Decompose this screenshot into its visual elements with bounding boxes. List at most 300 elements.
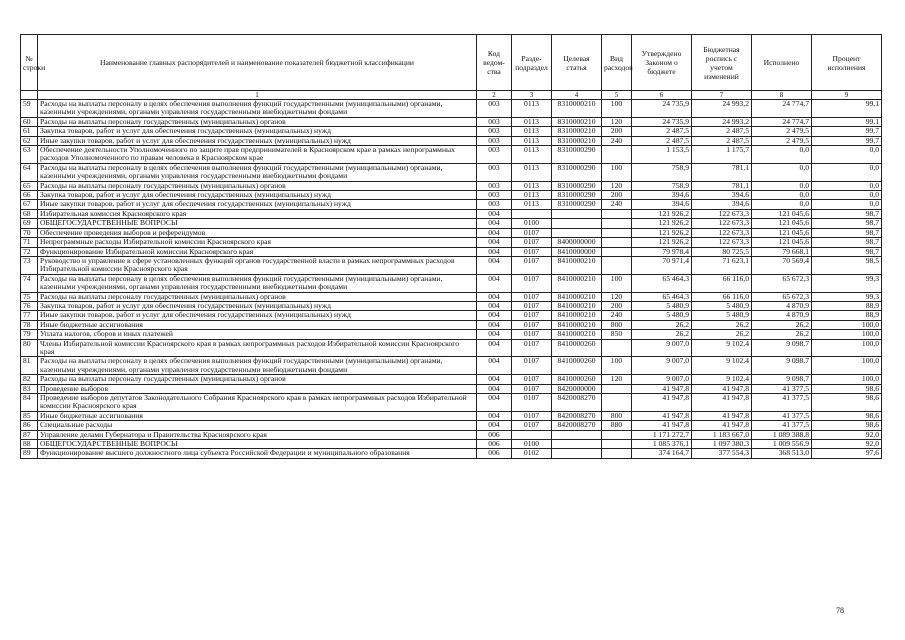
row-approved: 1 153,5 bbox=[632, 146, 692, 164]
row-expense-type bbox=[602, 219, 632, 228]
row-expense-type bbox=[602, 384, 632, 393]
row-expense-type bbox=[602, 256, 632, 274]
row-budget-schedule: 5 480,9 bbox=[692, 301, 752, 310]
table-row bbox=[21, 411, 882, 420]
row-number: 67 bbox=[21, 200, 38, 209]
row-budget-schedule: 9 102,4 bbox=[692, 375, 752, 384]
row-dept-code: 003 bbox=[477, 146, 512, 164]
row-budget-schedule: 41 947,8 bbox=[692, 421, 752, 430]
row-expense-type: 200 bbox=[602, 191, 632, 200]
row-section: 0107 bbox=[512, 292, 552, 301]
row-percent: 100,0 bbox=[812, 375, 882, 384]
table-row bbox=[21, 238, 882, 247]
row-budget-schedule: 9 102,4 bbox=[692, 357, 752, 375]
row-executed: 4 870,9 bbox=[752, 311, 812, 320]
row-name: Проведение выборов bbox=[38, 384, 477, 393]
row-budget-schedule: 394,6 bbox=[692, 191, 752, 200]
row-name: ОБЩЕГОСУДАРСТВЕННЫЕ ВОПРОСЫ bbox=[38, 219, 477, 228]
row-expense-type: 100 bbox=[602, 163, 632, 181]
row-target-item: 8420000000 bbox=[552, 384, 602, 393]
table-row bbox=[21, 357, 882, 375]
table-row bbox=[21, 339, 882, 357]
row-section: 0113 bbox=[512, 163, 552, 181]
row-expense-type bbox=[602, 449, 632, 458]
row-executed: 121 045,6 bbox=[752, 219, 812, 228]
row-executed: 9 098,7 bbox=[752, 357, 812, 375]
row-executed: 121 045,6 bbox=[752, 209, 812, 218]
row-budget-schedule: 66 116,0 bbox=[692, 292, 752, 301]
row-number: 74 bbox=[21, 274, 38, 292]
table-row bbox=[21, 311, 882, 320]
row-approved: 2 487,5 bbox=[632, 127, 692, 136]
row-section: 0107 bbox=[512, 256, 552, 274]
row-number: 87 bbox=[21, 430, 38, 439]
row-section: 0107 bbox=[512, 411, 552, 420]
row-percent: 0,0 bbox=[812, 200, 882, 209]
row-number: 77 bbox=[21, 311, 38, 320]
row-executed: 9 098,7 bbox=[752, 339, 812, 357]
budget-table bbox=[20, 34, 882, 459]
row-percent: 99,7 bbox=[812, 127, 882, 136]
row-dept-code: 004 bbox=[477, 330, 512, 339]
row-expense-type bbox=[602, 146, 632, 164]
row-section: 0107 bbox=[512, 247, 552, 256]
row-executed: 2 479,5 bbox=[752, 136, 812, 145]
row-dept-code: 003 bbox=[477, 191, 512, 200]
row-percent: 92,0 bbox=[812, 440, 882, 449]
header-target-item: Целевая статья bbox=[552, 35, 602, 91]
page-number: 78 bbox=[836, 606, 844, 615]
row-target-item bbox=[552, 219, 602, 228]
row-budget-schedule: 377 554,3 bbox=[692, 449, 752, 458]
row-name: Уплата налогов, сборов и иных платежей bbox=[38, 330, 477, 339]
header-row bbox=[21, 35, 882, 91]
table-row bbox=[21, 274, 882, 292]
row-name: Иные закупки товаров, работ и услуг для обеспечения государственных (муниципальных) нужд bbox=[38, 200, 477, 209]
row-budget-schedule: 781,1 bbox=[692, 163, 752, 181]
row-target-item: 8420008270 bbox=[552, 394, 602, 412]
header-percent: Процент исполнения bbox=[812, 35, 882, 91]
row-percent: 92,0 bbox=[812, 430, 882, 439]
row-target-item bbox=[552, 440, 602, 449]
table-row bbox=[21, 394, 882, 412]
row-executed: 26,2 bbox=[752, 330, 812, 339]
row-percent: 100,0 bbox=[812, 330, 882, 339]
row-name: Расходы на выплаты персоналу в целях обеспечения выполнения функций государственными (муниципальными) органами, казенными учреждениями, органами управления государственными внебюджетными фондами bbox=[38, 100, 477, 118]
row-percent: 99,1 bbox=[812, 100, 882, 118]
row-dept-code: 006 bbox=[477, 430, 512, 439]
row-name: Руководство и управление в сфере установленных функций органов государственной власти в рамках непрограммных расходов Избирательной комиссии Красноярского края bbox=[38, 256, 477, 274]
row-name: Избирательная комиссия Красноярского края bbox=[38, 209, 477, 218]
row-executed: 65 672,3 bbox=[752, 274, 812, 292]
row-percent: 88,9 bbox=[812, 301, 882, 310]
row-target-item: 8310000210 bbox=[552, 127, 602, 136]
row-percent: 0,0 bbox=[812, 191, 882, 200]
row-target-item: 8310000290 bbox=[552, 191, 602, 200]
row-expense-type: 100 bbox=[602, 274, 632, 292]
row-executed: 79 668,1 bbox=[752, 247, 812, 256]
row-section: 0107 bbox=[512, 384, 552, 393]
row-executed: 41 377,5 bbox=[752, 411, 812, 420]
row-expense-type: 800 bbox=[602, 411, 632, 420]
row-dept-code: 004 bbox=[477, 357, 512, 375]
header-name: Наименование главных распорядителей и наименование показателей бюджетной классификации bbox=[38, 35, 477, 91]
row-name: Обеспечение проведения выборов и референдумов bbox=[38, 228, 477, 237]
row-budget-schedule: 122 673,3 bbox=[692, 219, 752, 228]
row-percent: 88,9 bbox=[812, 311, 882, 320]
row-percent: 98,7 bbox=[812, 247, 882, 256]
row-target-item: 8310000210 bbox=[552, 117, 602, 126]
row-number: 83 bbox=[21, 384, 38, 393]
row-percent: 0,0 bbox=[812, 163, 882, 181]
row-percent: 98,7 bbox=[812, 228, 882, 237]
row-dept-code: 004 bbox=[477, 339, 512, 357]
row-target-item: 8420008270 bbox=[552, 421, 602, 430]
header-section: Разде-подраздел bbox=[512, 35, 552, 91]
row-name: Расходы на выплаты персоналу в целях обеспечения выполнения функций государственными (муниципальными) органами, казенными учреждениями, органами управления государственными внебюджетными фондами bbox=[38, 274, 477, 292]
row-approved: 121 926,2 bbox=[632, 238, 692, 247]
row-number: 68 bbox=[21, 209, 38, 218]
row-percent: 99,7 bbox=[812, 136, 882, 145]
row-number: 86 bbox=[21, 421, 38, 430]
header-row-number: № строки bbox=[21, 35, 38, 91]
row-dept-code: 004 bbox=[477, 394, 512, 412]
row-number: 64 bbox=[21, 163, 38, 181]
row-dept-code: 004 bbox=[477, 238, 512, 247]
row-section: 0113 bbox=[512, 181, 552, 190]
row-executed: 121 045,6 bbox=[752, 238, 812, 247]
row-expense-type: 100 bbox=[602, 357, 632, 375]
row-target-item bbox=[552, 430, 602, 439]
row-approved: 5 480,9 bbox=[632, 311, 692, 320]
row-dept-code: 003 bbox=[477, 100, 512, 118]
row-section: 0107 bbox=[512, 228, 552, 237]
row-name: Функционирование высшего должностного лица субъекта Российской Федерации и муниципального образования bbox=[38, 449, 477, 458]
row-approved: 41 947,8 bbox=[632, 421, 692, 430]
row-dept-code: 004 bbox=[477, 311, 512, 320]
row-approved: 121 926,2 bbox=[632, 209, 692, 218]
column-number: 4 bbox=[552, 91, 602, 100]
row-executed: 65 672,3 bbox=[752, 292, 812, 301]
row-percent: 100,0 bbox=[812, 320, 882, 329]
row-section: 0113 bbox=[512, 146, 552, 164]
header-dept-code: Код ведом-ства bbox=[477, 35, 512, 91]
row-dept-code: 004 bbox=[477, 228, 512, 237]
row-percent: 0,0 bbox=[812, 146, 882, 164]
row-approved: 65 464,3 bbox=[632, 292, 692, 301]
row-approved: 121 926,2 bbox=[632, 219, 692, 228]
row-expense-type bbox=[602, 247, 632, 256]
row-percent: 97,6 bbox=[812, 449, 882, 458]
row-section: 0107 bbox=[512, 330, 552, 339]
row-approved: 121 926,2 bbox=[632, 228, 692, 237]
row-expense-type: 240 bbox=[602, 200, 632, 209]
table-row bbox=[21, 247, 882, 256]
table-row bbox=[21, 200, 882, 209]
row-target-item: 8410000210 bbox=[552, 256, 602, 274]
row-budget-schedule: 122 673,3 bbox=[692, 209, 752, 218]
row-approved: 1 085 376,1 bbox=[632, 440, 692, 449]
row-dept-code: 004 bbox=[477, 292, 512, 301]
row-approved: 394,6 bbox=[632, 200, 692, 209]
row-budget-schedule: 122 673,3 bbox=[692, 228, 752, 237]
row-expense-type: 850 bbox=[602, 330, 632, 339]
row-percent: 100,0 bbox=[812, 339, 882, 357]
row-section: 0100 bbox=[512, 219, 552, 228]
header-approved: Утверждено Законом о бюджете bbox=[632, 35, 692, 91]
row-target-item: 8310000290 bbox=[552, 181, 602, 190]
row-budget-schedule: 122 673,3 bbox=[692, 238, 752, 247]
row-executed: 41 377,5 bbox=[752, 384, 812, 393]
row-approved: 9 007,0 bbox=[632, 357, 692, 375]
row-percent: 0,0 bbox=[812, 181, 882, 190]
row-executed: 0,0 bbox=[752, 191, 812, 200]
row-section: 0107 bbox=[512, 301, 552, 310]
row-approved: 24 735,9 bbox=[632, 100, 692, 118]
row-budget-schedule: 66 116,0 bbox=[692, 274, 752, 292]
row-percent: 98,5 bbox=[812, 256, 882, 274]
row-percent: 98,6 bbox=[812, 411, 882, 420]
table-row bbox=[21, 330, 882, 339]
row-budget-schedule: 71 623,1 bbox=[692, 256, 752, 274]
table-row bbox=[21, 146, 882, 164]
row-name: Расходы на выплаты персоналу государственных (муниципальных) органов bbox=[38, 292, 477, 301]
row-executed: 24 774,7 bbox=[752, 100, 812, 118]
row-section: 0113 bbox=[512, 136, 552, 145]
row-executed: 368 513,0 bbox=[752, 449, 812, 458]
row-percent: 98,7 bbox=[812, 209, 882, 218]
row-number: 81 bbox=[21, 357, 38, 375]
row-budget-schedule: 1 183 667,0 bbox=[692, 430, 752, 439]
row-expense-type bbox=[602, 238, 632, 247]
row-executed: 26,2 bbox=[752, 320, 812, 329]
row-name: Закупка товаров, работ и услуг для обеспечения государственных (муниципальных) нужд bbox=[38, 127, 477, 136]
row-approved: 26,2 bbox=[632, 330, 692, 339]
row-approved: 374 164,7 bbox=[632, 449, 692, 458]
row-expense-type bbox=[602, 440, 632, 449]
budget-report-sheet bbox=[20, 34, 881, 459]
row-dept-code: 003 bbox=[477, 181, 512, 190]
row-section: 0107 bbox=[512, 375, 552, 384]
row-section: 0107 bbox=[512, 238, 552, 247]
row-expense-type: 240 bbox=[602, 136, 632, 145]
column-number: 3 bbox=[512, 91, 552, 100]
table-body bbox=[21, 100, 882, 459]
table-row bbox=[21, 421, 882, 430]
row-number: 66 bbox=[21, 191, 38, 200]
row-executed: 0,0 bbox=[752, 146, 812, 164]
column-number: 2 bbox=[477, 91, 512, 100]
row-target-item: 8410000210 bbox=[552, 330, 602, 339]
row-expense-type bbox=[602, 394, 632, 412]
row-target-item: 8410000260 bbox=[552, 375, 602, 384]
row-expense-type bbox=[602, 430, 632, 439]
row-section: 0113 bbox=[512, 100, 552, 118]
row-section: 0113 bbox=[512, 127, 552, 136]
row-executed: 41 377,5 bbox=[752, 394, 812, 412]
row-number: 75 bbox=[21, 292, 38, 301]
row-number: 72 bbox=[21, 247, 38, 256]
row-target-item: 8420008270 bbox=[552, 411, 602, 420]
row-approved: 26,2 bbox=[632, 320, 692, 329]
row-executed: 0,0 bbox=[752, 200, 812, 209]
row-number: 78 bbox=[21, 320, 38, 329]
row-number: 65 bbox=[21, 181, 38, 190]
row-expense-type: 120 bbox=[602, 292, 632, 301]
row-section: 0113 bbox=[512, 200, 552, 209]
row-name: Расходы на выплаты персоналу государственных (муниципальных) органов bbox=[38, 117, 477, 126]
row-number: 60 bbox=[21, 117, 38, 126]
row-budget-schedule: 1 097 380,3 bbox=[692, 440, 752, 449]
row-approved: 41 947,8 bbox=[632, 394, 692, 412]
row-percent: 98,6 bbox=[812, 394, 882, 412]
row-percent: 100,0 bbox=[812, 357, 882, 375]
row-budget-schedule: 2 487,5 bbox=[692, 136, 752, 145]
row-executed: 0,0 bbox=[752, 163, 812, 181]
column-number: 8 bbox=[752, 91, 812, 100]
row-section: 0102 bbox=[512, 449, 552, 458]
row-number: 85 bbox=[21, 411, 38, 420]
row-expense-type: 800 bbox=[602, 320, 632, 329]
table-row bbox=[21, 375, 882, 384]
column-number: 1 bbox=[38, 91, 477, 100]
row-name: Управление делами Губернатора и Правительства Красноярского края bbox=[38, 430, 477, 439]
row-dept-code: 004 bbox=[477, 301, 512, 310]
row-dept-code: 004 bbox=[477, 384, 512, 393]
row-target-item: 8410000210 bbox=[552, 292, 602, 301]
row-dept-code: 004 bbox=[477, 274, 512, 292]
row-name: Расходы на выплаты персоналу в целях обеспечения выполнения функций государственными (муниципальными) органами, казенными учреждениями, органами управления государственными внебюджетными фондами bbox=[38, 163, 477, 181]
row-executed: 70 569,4 bbox=[752, 256, 812, 274]
row-dept-code: 006 bbox=[477, 449, 512, 458]
table-row bbox=[21, 256, 882, 274]
row-expense-type: 120 bbox=[602, 181, 632, 190]
row-number: 79 bbox=[21, 330, 38, 339]
header-budget-schedule: Бюджетная роспись с учетом изменений bbox=[692, 35, 752, 91]
row-target-item: 8410000210 bbox=[552, 274, 602, 292]
row-target-item: 8410000000 bbox=[552, 247, 602, 256]
row-approved: 65 464,3 bbox=[632, 274, 692, 292]
header-expense-type: Вид расходов bbox=[602, 35, 632, 91]
row-target-item: 8310000210 bbox=[552, 100, 602, 118]
row-approved: 2 487,5 bbox=[632, 136, 692, 145]
row-name: Функционирование Избирательной комиссии Красноярского края bbox=[38, 247, 477, 256]
row-budget-schedule: 26,2 bbox=[692, 320, 752, 329]
row-budget-schedule: 1 175,7 bbox=[692, 146, 752, 164]
row-section: 0107 bbox=[512, 339, 552, 357]
row-section: 0107 bbox=[512, 394, 552, 412]
row-percent: 98,6 bbox=[812, 421, 882, 430]
row-name: Проведение выборов депутатов Законодательного Собрания Красноярского края в рамках непрограммных расходов Избирательной комиссии Красноярского края bbox=[38, 394, 477, 412]
row-budget-schedule: 41 947,8 bbox=[692, 394, 752, 412]
row-number: 73 bbox=[21, 256, 38, 274]
row-number: 61 bbox=[21, 127, 38, 136]
row-dept-code: 003 bbox=[477, 200, 512, 209]
row-section: 0107 bbox=[512, 421, 552, 430]
row-target-item: 8410000260 bbox=[552, 357, 602, 375]
row-dept-code: 004 bbox=[477, 209, 512, 218]
row-approved: 79 978,4 bbox=[632, 247, 692, 256]
row-approved: 1 171 272,7 bbox=[632, 430, 692, 439]
table-header bbox=[21, 35, 882, 100]
row-target-item: 8410000210 bbox=[552, 301, 602, 310]
row-dept-code: 004 bbox=[477, 375, 512, 384]
row-expense-type: 880 bbox=[602, 421, 632, 430]
row-percent: 99,3 bbox=[812, 292, 882, 301]
row-target-item: 8410000260 bbox=[552, 339, 602, 357]
row-approved: 9 007,0 bbox=[632, 339, 692, 357]
table-row bbox=[21, 100, 882, 118]
row-executed: 1 009 556,9 bbox=[752, 440, 812, 449]
table-row bbox=[21, 449, 882, 458]
row-percent: 98,7 bbox=[812, 219, 882, 228]
row-section: 0113 bbox=[512, 191, 552, 200]
row-name: Иные бюджетные ассигнования bbox=[38, 320, 477, 329]
row-expense-type: 100 bbox=[602, 100, 632, 118]
row-dept-code: 004 bbox=[477, 247, 512, 256]
header-executed: Исполнено bbox=[752, 35, 812, 91]
row-approved: 9 007,0 bbox=[632, 375, 692, 384]
row-dept-code: 004 bbox=[477, 421, 512, 430]
row-section: 0113 bbox=[512, 117, 552, 126]
row-expense-type bbox=[602, 339, 632, 357]
row-budget-schedule: 9 102,4 bbox=[692, 339, 752, 357]
row-executed: 2 479,5 bbox=[752, 127, 812, 136]
row-percent: 99,1 bbox=[812, 117, 882, 126]
row-number: 59 bbox=[21, 100, 38, 118]
row-executed: 0,0 bbox=[752, 181, 812, 190]
row-dept-code: 004 bbox=[477, 256, 512, 274]
row-number: 70 bbox=[21, 228, 38, 237]
row-dept-code: 003 bbox=[477, 117, 512, 126]
row-approved: 394,6 bbox=[632, 191, 692, 200]
row-budget-schedule: 781,1 bbox=[692, 181, 752, 190]
row-target-item: 8410000210 bbox=[552, 320, 602, 329]
row-approved: 70 971,4 bbox=[632, 256, 692, 274]
row-number: 76 bbox=[21, 301, 38, 310]
row-target-item: 8410000210 bbox=[552, 311, 602, 320]
table-row bbox=[21, 163, 882, 181]
row-number: 62 bbox=[21, 136, 38, 145]
row-percent: 99,3 bbox=[812, 274, 882, 292]
row-name: Члены Избирательной комиссии Красноярского края в рамках непрограммных расходов Избирательной комиссии Красноярского края bbox=[38, 339, 477, 357]
row-executed: 4 870,9 bbox=[752, 301, 812, 310]
row-dept-code: 004 bbox=[477, 411, 512, 420]
row-name: Специальные расходы bbox=[38, 421, 477, 430]
row-budget-schedule: 26,2 bbox=[692, 330, 752, 339]
row-name: Обеспечение деятельности Уполномоченного по защите прав предпринимателей в Красноярском крае в рамках непрограммных расходов Уполномоченного по правам человека в Красноярском крае bbox=[38, 146, 477, 164]
row-expense-type: 120 bbox=[602, 117, 632, 126]
column-number: 5 bbox=[602, 91, 632, 100]
row-section: 0107 bbox=[512, 320, 552, 329]
row-target-item: 8310000210 bbox=[552, 136, 602, 145]
row-name: ОБЩЕГОСУДАРСТВЕННЫЕ ВОПРОСЫ bbox=[38, 440, 477, 449]
table-row bbox=[21, 127, 882, 136]
row-name: Расходы на выплаты персоналу государственных (муниципальных) органов bbox=[38, 375, 477, 384]
row-executed: 1 089 388,8 bbox=[752, 430, 812, 439]
row-name: Закупка товаров, работ и услуг для обеспечения государственных (муниципальных) нужд bbox=[38, 191, 477, 200]
row-budget-schedule: 24 993,2 bbox=[692, 117, 752, 126]
row-dept-code: 006 bbox=[477, 440, 512, 449]
row-approved: 758,9 bbox=[632, 181, 692, 190]
row-number: 71 bbox=[21, 238, 38, 247]
row-name: Закупка товаров, работ и услуг для обеспечения государственных (муниципальных) нужд bbox=[38, 301, 477, 310]
row-target-item bbox=[552, 449, 602, 458]
row-dept-code: 004 bbox=[477, 320, 512, 329]
row-name: Иные бюджетные ассигнования bbox=[38, 411, 477, 420]
row-budget-schedule: 24 993,2 bbox=[692, 100, 752, 118]
row-executed: 41 377,5 bbox=[752, 421, 812, 430]
